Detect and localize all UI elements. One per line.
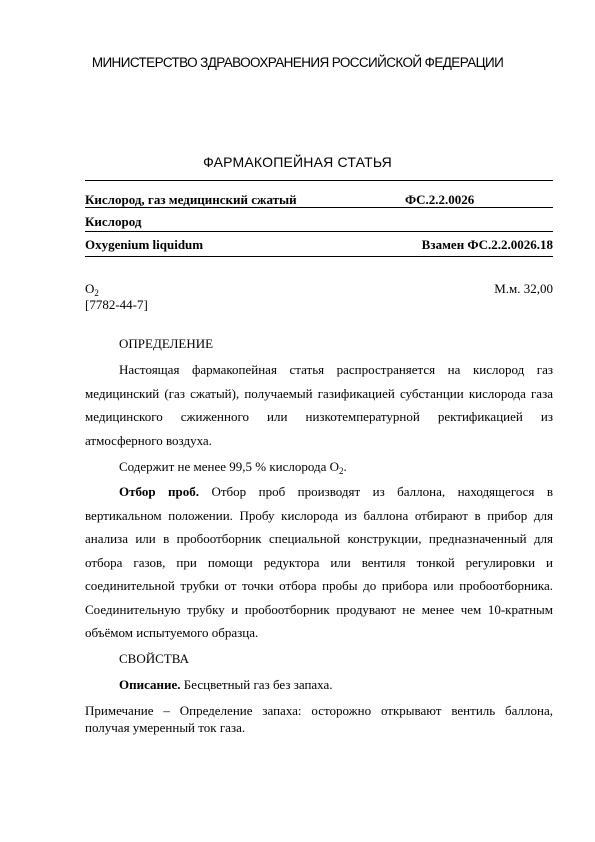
- latin-name: Oxygenium liquidum: [85, 237, 204, 252]
- definition-paragraph: Настоящая фармакопейная статья распространяется на кислород газ медицинский (газ сжатый), получаемый газификацией субстанции кислорода газа медицинского сжиженного или низкотемпературной ректификацией из атмосферного воздуха.: [85, 362, 553, 448]
- molar-mass: М.м. 32,00: [494, 281, 553, 296]
- ministry-heading: МИНИСТЕРСТВО ЗДРАВООХРАНЕНИЯ РОССИЙСКОЙ ФЕДЕРАЦИИ: [91, 55, 504, 70]
- name-full: Кислород, газ медицинский сжатый: [85, 192, 297, 207]
- chemical-formula: $O_2$: [85, 281, 99, 298]
- sampling-paragraph: Отбор проб. Отбор проб производят из баллона, находящегося в вертикальном положении. Пробу кислорода из баллона отбирают в прибор для анализа или в пробоотборник специальной конструкции, предназначенный для отбора газов, при помощи редуктора или вентиля тонкой регулировки и соединительной трубки от точки отбора пробы до прибора или пробоотборника. Соединительную трубку и пробоотборник продувают не менее чем 10-кратным объёмом испытуемого образца.: [85, 484, 554, 640]
- divider-1: [85, 207, 553, 208]
- replaces-code: Взамен ФС.2.2.0026.18: [421, 237, 553, 252]
- document-title: ФАРМАКОПЕЙНАЯ СТАТЬЯ: [203, 154, 392, 170]
- sampling-label: Отбор проб.: [119, 484, 199, 499]
- divider-bottom: [85, 256, 553, 257]
- content-requirement: Содержит не менее 99,5 % кислорода $O_2$.: [119, 459, 347, 476]
- cas-number: [7782-44-7]: [85, 297, 148, 312]
- fs-code: ФС.2.2.0026: [405, 192, 475, 207]
- divider-top: [85, 180, 553, 181]
- divider-2: [85, 231, 553, 232]
- name-short: Кислород: [85, 214, 142, 229]
- definition-heading: ОПРЕДЕЛЕНИЕ: [119, 336, 214, 351]
- properties-heading: СВОЙСТВА: [119, 651, 189, 666]
- description-line: Описание. Бесцветный газ без запаха.: [119, 677, 333, 692]
- odor-note: Примечание – Определение запаха: осторожно открывают вентиль баллона, получая умеренный ток газа.: [85, 703, 553, 735]
